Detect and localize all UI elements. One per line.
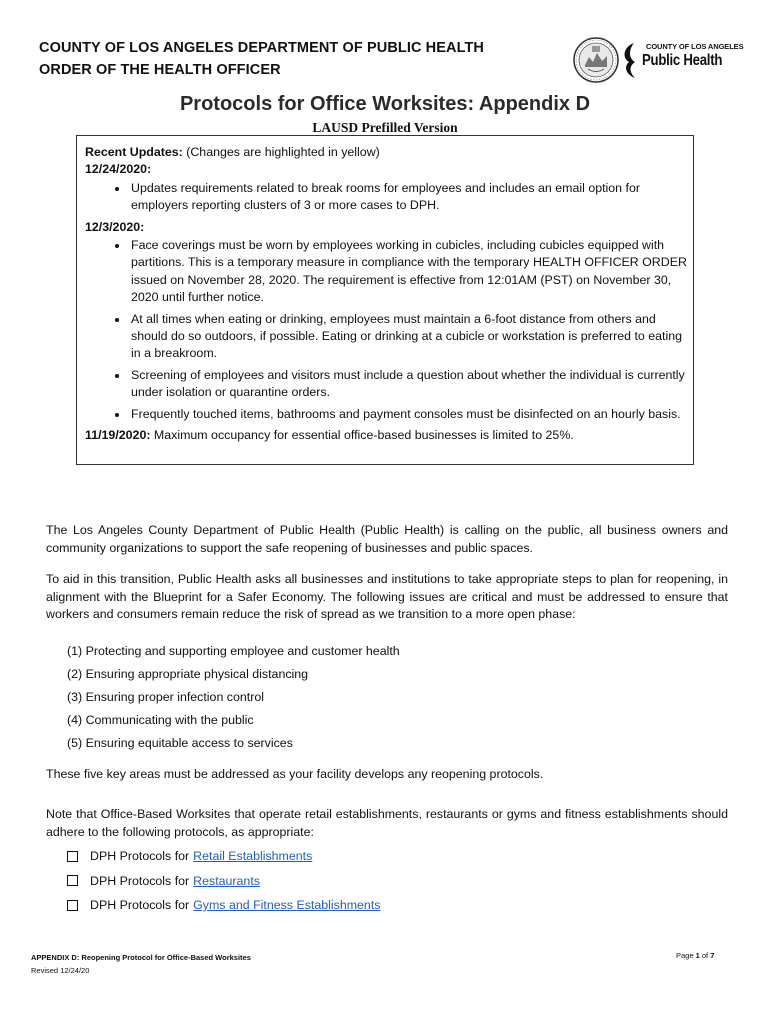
protocols-checklist <box>67 844 380 918</box>
updates-heading-note: (Changes are highlighted in yellow) <box>182 145 380 159</box>
checkbox[interactable] <box>67 875 78 886</box>
intro-paragraph <box>46 522 728 557</box>
key-areas-list <box>67 640 400 755</box>
header-line-1: COUNTY OF LOS ANGELES DEPARTMENT OF PUBLIC HEALTH <box>39 40 485 56</box>
update-date: 11/19/2020: <box>85 428 151 443</box>
footer-left <box>31 951 251 977</box>
page-of: of <box>699 951 711 960</box>
protocol-row <box>67 893 380 918</box>
transition-paragraph <box>46 571 728 624</box>
note-text: Note that Office-Based Worksites that operate retail establishments, restaurants or gyms and fitness establishments should adhere to the following protocols, as appropriate: <box>46 807 728 839</box>
footer-revised: Revised 12/24/20 <box>31 966 90 975</box>
note-paragraph <box>46 806 728 841</box>
update-last <box>85 427 693 444</box>
restaurants-link[interactable]: Restaurants <box>193 873 260 888</box>
update-date: 12/3/2020: <box>85 219 145 234</box>
protocol-row <box>67 869 380 894</box>
list-item: (1) Protecting and supporting employee and customer health <box>67 644 400 658</box>
update-list <box>85 237 693 423</box>
update-last-text: Maximum occupancy for essential office-based businesses is limited to 25%. <box>150 428 574 443</box>
update-item: • Screening of employees and visitors must include a question about whether the individual is currently under isolation or quarantine orders. <box>129 367 693 402</box>
protocol-prefix: DPH Protocols for <box>90 849 190 864</box>
footer-title: APPENDIX D: Reopening Protocol for Office-Based Worksites <box>31 953 251 962</box>
key-areas-paragraph <box>46 766 728 784</box>
update-item: • At all times when eating or drinking, employees must maintain a 6-foot distance from others and should do so outdoors, if possible. Eating or drinking at a cubicle or workstation is preferred to eating in a breakroom. <box>129 311 693 363</box>
retail-establishments-link[interactable]: Retail Establishments <box>193 849 313 864</box>
logo-public-health-text: Public Health <box>642 52 723 69</box>
header-line-2: ORDER OF THE HEALTH OFFICER <box>39 62 281 78</box>
update-date: 12/24/2020: <box>85 162 152 177</box>
update-item: • Updates requirements related to break rooms for employees and includes an email option for employers reporting clusters of 3 or more cases to DPH. <box>129 180 693 215</box>
checkbox[interactable] <box>67 851 78 862</box>
updates-heading <box>85 144 693 161</box>
protocol-prefix: DPH Protocols for <box>90 898 190 913</box>
page-number <box>676 951 714 960</box>
update-item: • Frequently touched items, bathrooms and payment consoles must be disinfected on an hourly basis. <box>129 406 693 423</box>
key-areas-text: These five key areas must be addressed as your facility develops any reopening protocols. <box>46 767 544 781</box>
gyms-fitness-link[interactable]: Gyms and Fitness Establishments <box>193 898 381 913</box>
protocol-prefix: DPH Protocols for <box>90 873 190 888</box>
list-item: (3) Ensuring proper infection control <box>67 690 264 704</box>
document-header <box>39 37 484 81</box>
page-subtitle: LAUSD Prefilled Version <box>312 120 458 135</box>
update-list <box>85 180 693 215</box>
update-item: • Face coverings must be worn by employees working in cubicles, including cubicles equipped with partitions. This is a temporary measure in compliance with the temporary HEALTH OFFICER ORDER issued on November 28, 2020. The requirement is effective from 12:01AM (PST) on November 30, 2020 until further notice. <box>129 237 693 307</box>
logo-county-text: COUNTY OF LOS ANGELES <box>646 42 744 51</box>
protocol-row <box>67 844 380 869</box>
public-health-logo <box>620 40 744 82</box>
list-item: (5) Ensuring equitable access to services <box>67 736 293 750</box>
list-item: (4) Communicating with the public <box>67 713 254 727</box>
page-title: Protocols for Office Worksites: Appendix D <box>179 93 591 115</box>
intro-text: The Los Angeles County Department of Public Health (Public Health) is calling on the public, all business owners and community organizations to support the safe reopening of businesses and public spaces. <box>46 523 728 555</box>
county-seal-icon <box>573 37 619 83</box>
page-total: 7 <box>710 951 715 960</box>
updates-heading-label: Recent Updates: <box>85 145 183 159</box>
public-health-swoosh-icon <box>620 40 642 80</box>
recent-updates-box <box>76 135 694 465</box>
list-item: (2) Ensuring appropriate physical distancing <box>67 667 309 681</box>
checkbox[interactable] <box>67 900 78 911</box>
page-prefix: Page <box>676 951 696 960</box>
page-current: 1 <box>695 951 700 960</box>
transition-text: To aid in this transition, Public Health asks all businesses and institutions to take appropriate steps to plan for reopening, in alignment with the Blueprint for a Safer Economy. The following issues are critical and must be addressed to ensure that workers and consumers remain reduce the risk of spread as we transition to a more open phase: <box>46 572 728 621</box>
